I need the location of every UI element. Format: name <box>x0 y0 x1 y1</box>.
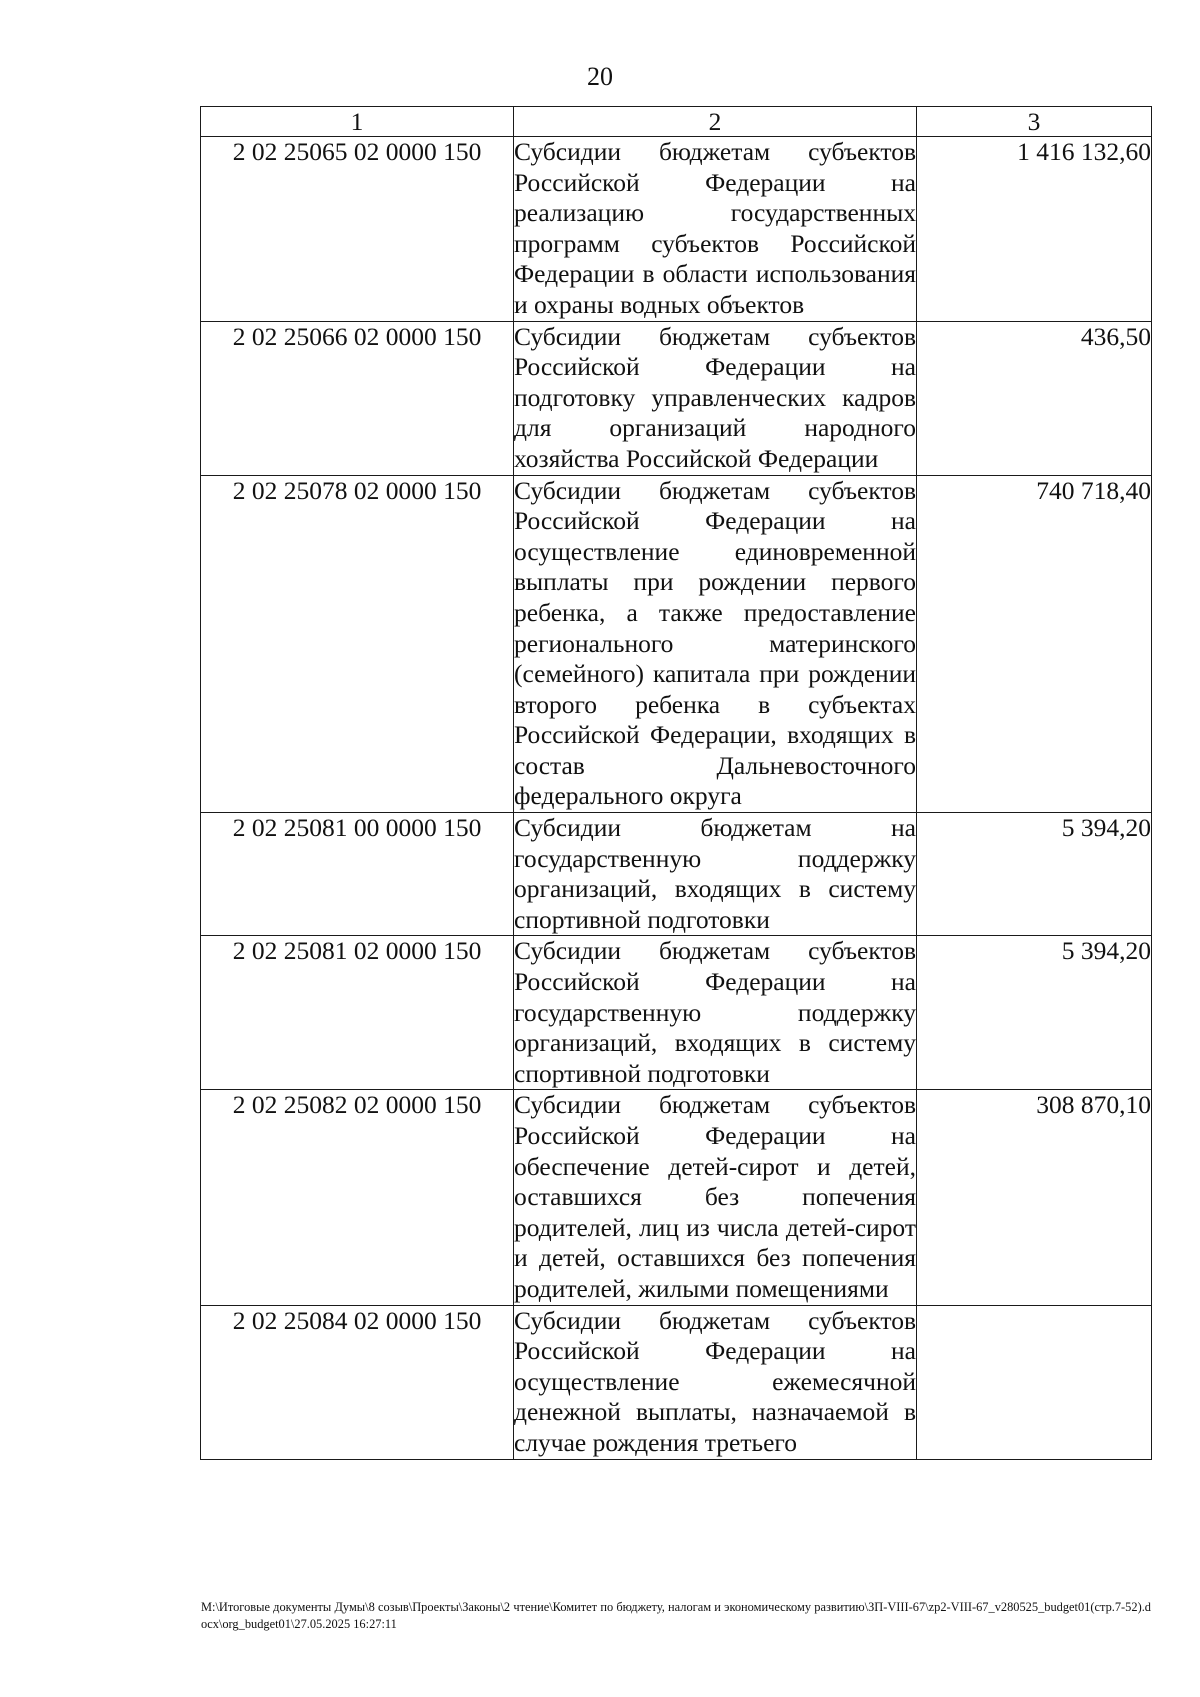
budget-code: 2 02 25065 02 0000 150 <box>201 137 514 322</box>
table-row <box>201 1090 1152 1305</box>
table-row <box>201 321 1152 475</box>
budget-description: Субсидии бюджетам субъектов Российской Федерации на осуществление ежемесячной денежной выплаты, назначаемой в случае рождения третьего <box>514 1305 917 1459</box>
budget-code: 2 02 25078 02 0000 150 <box>201 475 514 813</box>
budget-amount: 436,50 <box>917 321 1152 475</box>
table-header <box>201 107 1152 137</box>
budget-amount: 308 870,10 <box>917 1090 1152 1305</box>
budget-amount: 740 718,40 <box>917 475 1152 813</box>
budget-description: Субсидии бюджетам субъектов Российской Федерации на подготовку управленческих кадров для организаций народного хозяйства Российской Федерации <box>514 321 917 475</box>
budget-code: 2 02 25081 02 0000 150 <box>201 936 514 1090</box>
budget-description: Субсидии бюджетам субъектов Российской Федерации на осуществление единовременной выплаты при рождении первого ребенка, а также предоставление регионального материнского (семейного) капитала при рождении второго ребенка в субъектах Российской Федерации, входящих в состав Дальневосточного федерального округа <box>514 475 917 813</box>
budget-amount <box>917 1305 1152 1459</box>
header-col-1: 1 <box>201 107 514 137</box>
budget-code: 2 02 25066 02 0000 150 <box>201 321 514 475</box>
header-col-3: 3 <box>917 107 1152 137</box>
table-row <box>201 813 1152 936</box>
budget-description: Субсидии бюджетам субъектов Российской Федерации на государственную поддержку организаций, входящих в систему спортивной подготовки <box>514 936 917 1090</box>
budget-description: Субсидии бюджетам субъектов Российской Федерации на реализацию государственных программ субъектов Российской Федерации в области использования и охраны водных объектов <box>514 137 917 322</box>
header-row <box>201 107 1152 137</box>
header-col-2: 2 <box>514 107 917 137</box>
table-row <box>201 137 1152 322</box>
page-number: 20 <box>587 62 613 91</box>
table-body <box>201 137 1152 1460</box>
budget-amount: 5 394,20 <box>917 936 1152 1090</box>
table-row <box>201 1305 1152 1459</box>
budget-amount: 5 394,20 <box>917 813 1152 936</box>
budget-code: 2 02 25084 02 0000 150 <box>201 1305 514 1459</box>
table-row <box>201 936 1152 1090</box>
document-path-footer: М:\Итоговые документы Думы\8 созыв\Проекты\Законы\2 чтение\Комитет по бюджету, налогам и экономическому развитию\ЗП-VIII-67\zp2-VIII-67_v280525_budget01(стр.7-52).docx\org_budget01\27.05.2025 16:27:11 <box>201 1600 1151 1631</box>
budget-amount: 1 416 132,60 <box>917 137 1152 322</box>
budget-code: 2 02 25081 00 0000 150 <box>201 813 514 936</box>
table-row <box>201 475 1152 813</box>
budget-description: Субсидии бюджетам субъектов Российской Федерации на обеспечение детей-сирот и детей, оставшихся без попечения родителей, лиц из числа детей-сирот и детей, оставшихся без попечения родителей, жилыми помещениями <box>514 1090 917 1305</box>
budget-code: 2 02 25082 02 0000 150 <box>201 1090 514 1305</box>
budget-description: Субсидии бюджетам на государственную поддержку организаций, входящих в систему спортивной подготовки <box>514 813 917 936</box>
budget-table <box>200 106 1152 1460</box>
